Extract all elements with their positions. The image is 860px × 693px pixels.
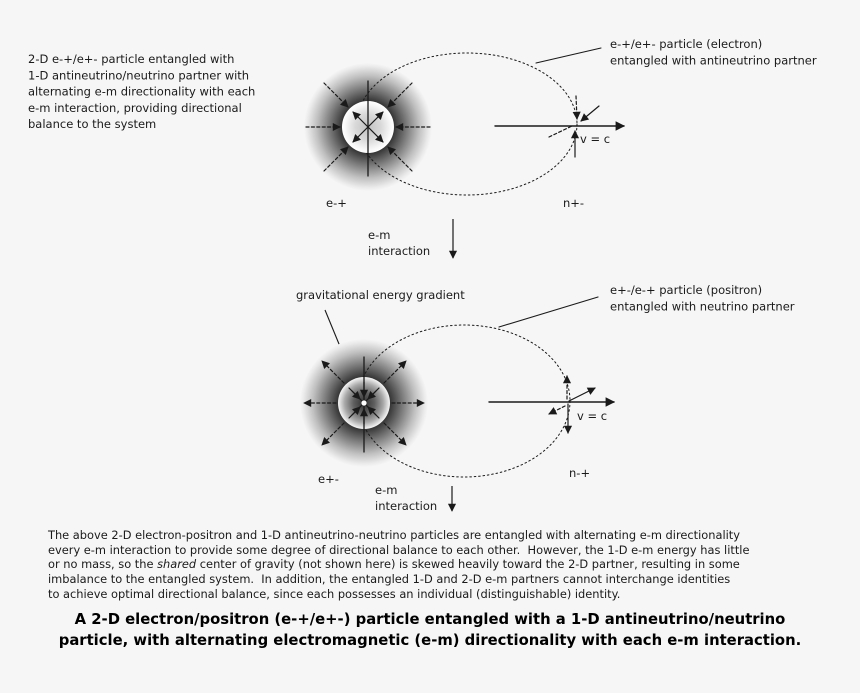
electron-velocity-label: v = c <box>580 132 611 146</box>
em-label-2-line-1: e-m <box>375 483 398 497</box>
figure-caption <box>0 609 860 651</box>
em-label-1-line-2: interaction <box>368 244 431 258</box>
positron-crossing-arrows <box>549 376 595 433</box>
em-label-2-line-2: interaction <box>375 499 438 513</box>
paragraph-line-3-pre: or no mass, so the <box>48 557 158 572</box>
positron-velocity-label: v = c <box>577 409 608 423</box>
electron-system <box>304 37 817 210</box>
note-line-2: 1-D antineutrino/neutrino partner with <box>28 68 250 83</box>
antineutrino-partner-label: n+- <box>563 196 585 210</box>
paragraph-line-3 <box>48 557 838 572</box>
paragraph-line-4: imbalance to the entangled system. In addition, the entangled 1-D and 2-D e-m partners cannot interchange identities <box>48 572 731 587</box>
positron-callout-text-2: entangled with neutrino partner <box>610 299 795 314</box>
positron-callout-text-1: e+-/e-+ particle (positron) <box>610 283 763 297</box>
electron-callout-text-1: e-+/e+- particle (electron) <box>610 37 763 51</box>
electron-callout-text-2: entangled with antineutrino partner <box>610 53 817 68</box>
caption-line-2: particle, with alternating electromagnetic (e-m) directionality with each e-m interaction. <box>58 632 802 649</box>
note-line-1: 2-D e-+/e+- particle entangled with <box>28 52 235 66</box>
body-paragraph <box>48 528 838 602</box>
paragraph-line-5: to achieve optimal directional balance, since each possesses an individual (distinguishable) identity. <box>48 586 621 601</box>
positron-callout-line <box>499 297 598 327</box>
em-transition-2 <box>375 483 452 513</box>
note-line-4: e-m interaction, providing directional <box>28 100 242 115</box>
electron-callout-line <box>536 48 601 63</box>
positron-center-point <box>361 400 366 405</box>
note-line-3: alternating e-m directionality with each <box>28 84 256 99</box>
em-transition-1 <box>368 219 453 258</box>
positron-system <box>300 283 795 486</box>
positron-particle-label: e+- <box>318 472 339 486</box>
paragraph-line-1: The above 2-D electron-positron and 1-D antineutrino-neutrino particles are entangled with alternating e-m directionality <box>48 528 740 542</box>
paragraph-line-3-italic: shared <box>157 557 197 572</box>
caption-line-1: A 2-D electron/positron (e-+/e+-) particle entangled with a 1-D antineutrino/neutrino <box>74 611 786 628</box>
paragraph-line-2: every e-m interaction to provide some degree of directional balance to each other. However, the 1-D e-m energy has little <box>48 542 750 557</box>
em-label-1-line-1: e-m <box>368 228 391 242</box>
paragraph-line-3-post: center of gravity (not shown here) is skewed heavily toward the 2-D partner, resulting in some <box>196 557 740 572</box>
gravity-gradient-label: gravitational energy gradient <box>296 288 465 302</box>
top-left-annotation <box>28 52 255 131</box>
note-line-5: balance to the system <box>28 117 157 132</box>
electron-particle-label: e-+ <box>326 196 347 210</box>
neutrino-partner-label: n-+ <box>569 466 591 480</box>
